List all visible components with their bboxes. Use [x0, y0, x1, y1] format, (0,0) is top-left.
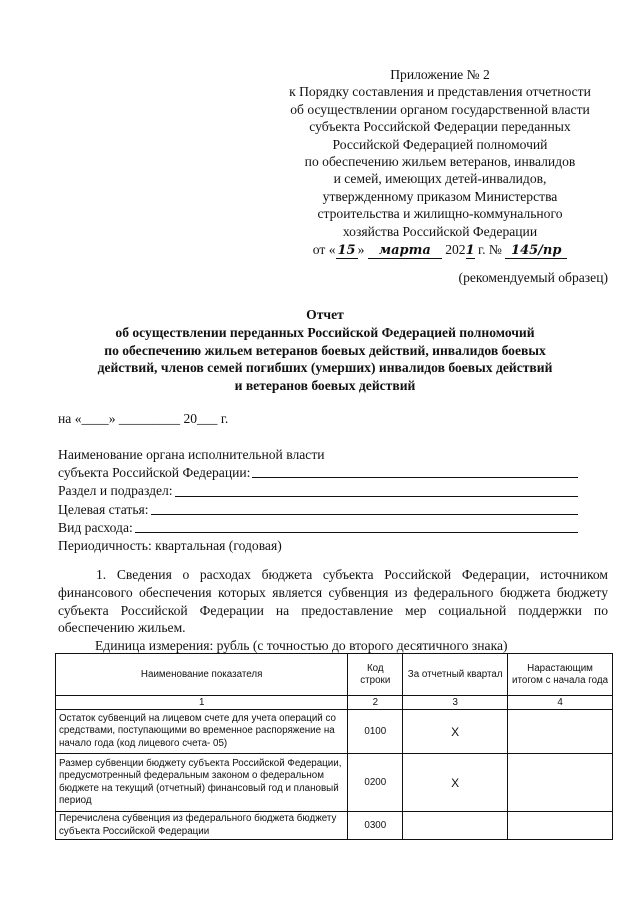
header-quarter: За отчетный квартал: [403, 654, 508, 696]
section-blank[interactable]: [175, 495, 578, 497]
target-field: [58, 501, 578, 519]
recommended-sample-label: (рекомендуемый образец): [458, 270, 608, 285]
row-name: Остаток субвенций на лицевом счете для учета операций со средствами, поступающими во временное распоряжение на начало года (код лицевого счета- 05): [56, 710, 348, 754]
header-ytd: Нарастающим итогом с начала года: [508, 654, 613, 696]
order-year-end: г. №: [478, 242, 502, 258]
appendix-line: к Порядку составления и представления отчетности: [289, 84, 591, 100]
order-prefix: от «: [312, 242, 336, 258]
appendix-line: по обеспечению жильем ветеранов, инвалидов: [304, 154, 576, 170]
row-code: 0100: [348, 710, 403, 754]
appendix-line: и семей, имеющих детей-инвалидов,: [333, 171, 547, 187]
table-row: [56, 710, 613, 754]
order-year-suffix: 1: [465, 243, 475, 259]
order-day: 15: [337, 243, 356, 259]
appendix-line: утвержденному приказом Министерства: [322, 188, 558, 204]
report-subtitle-line: и ветеранов боевых действий: [234, 378, 416, 394]
units-label: Единица измерения: рубль (с точностью до второго десятичного знака): [95, 638, 508, 653]
report-subtitle-line: об осуществлении переданных Российской Федерацией полномочий: [115, 324, 535, 340]
appendix-line: строительства и жилищно-коммунального: [317, 206, 563, 222]
report-fields: [58, 446, 578, 555]
appendix-line: хозяйства Российской Федерации: [342, 223, 538, 239]
section-1-text: 1. Сведения о расходах бюджета субъекта Российской Федерации, источником финансового обеспечения которых является субвенция из федерального бюджета бюджету субъекта Российской Федерации на предоставление мер социальной поддержки по обеспечению жильем.: [58, 567, 608, 636]
row-ytd[interactable]: [508, 812, 613, 840]
row-ytd[interactable]: [508, 710, 613, 754]
table-header-row: [56, 654, 613, 696]
target-blank[interactable]: [151, 513, 578, 515]
section-field: [58, 482, 578, 500]
order-month: марта: [368, 244, 442, 259]
row-name: Размер субвенции бюджету субъекта Российской Федерации, предусмотренный федеральным законом о федеральном бюджете на текущий (отчетный) финансовый год и плановый период: [56, 754, 348, 812]
appendix-line: об осуществлении органом государственной власти: [290, 101, 590, 117]
appendix-title: Приложение № 2: [390, 67, 490, 82]
section-label: Раздел и подраздел:: [58, 483, 173, 499]
report-date-line: на «____» _________ 20___ г.: [58, 411, 229, 426]
row-code: 0200: [348, 754, 403, 812]
appendix-line: субъекта Российской Федерации переданных: [309, 119, 571, 135]
expense-table: [55, 653, 613, 840]
order-number: 145/пр: [505, 244, 567, 259]
order-reference: [270, 241, 610, 259]
table-row: [56, 754, 613, 812]
expense-label: Вид расхода:: [58, 519, 133, 535]
header-code: Код строки: [348, 654, 403, 696]
report-subtitle-line: по обеспечению жильем ветеранов боевых действий, инвалидов боевых: [104, 342, 546, 358]
table-number-row: [56, 696, 613, 710]
row-quarter: X: [403, 754, 508, 812]
report-title: Отчет: [306, 307, 344, 322]
header-indicator: Наименование показателя: [56, 654, 348, 696]
order-mid: »: [357, 242, 365, 258]
row-ytd[interactable]: [508, 754, 613, 812]
col-number: 2: [348, 696, 403, 710]
report-subtitle-line: действий, членов семей погибших (умерших) инвалидов боевых действий: [97, 360, 553, 376]
col-number: 4: [508, 696, 613, 710]
row-name: Перечислена субвенция из федерального бюджета бюджету субъекта Российской Федерации: [56, 812, 348, 840]
appendix-line: Российской Федерацией полномочий: [332, 136, 548, 152]
org-name-field: [58, 464, 578, 482]
row-code: 0300: [348, 812, 403, 840]
appendix-block: [270, 66, 610, 259]
report-heading: [40, 306, 610, 395]
col-number: 1: [56, 696, 348, 710]
table-row: [56, 812, 613, 840]
periodicity-label: Периодичность: квартальная (годовая): [58, 538, 282, 554]
target-label: Целевая статья:: [58, 501, 149, 517]
expense-field: [58, 519, 578, 537]
expense-blank[interactable]: [135, 531, 578, 533]
order-year-prefix: 202: [445, 242, 466, 258]
org-name-blank[interactable]: [252, 476, 578, 478]
org-name-label: Наименование органа исполнительной власти: [58, 447, 325, 462]
col-number: 3: [403, 696, 508, 710]
row-quarter[interactable]: [403, 812, 508, 840]
row-quarter: X: [403, 710, 508, 754]
org-name-label-2: субъекта Российской Федерации:: [58, 465, 251, 481]
